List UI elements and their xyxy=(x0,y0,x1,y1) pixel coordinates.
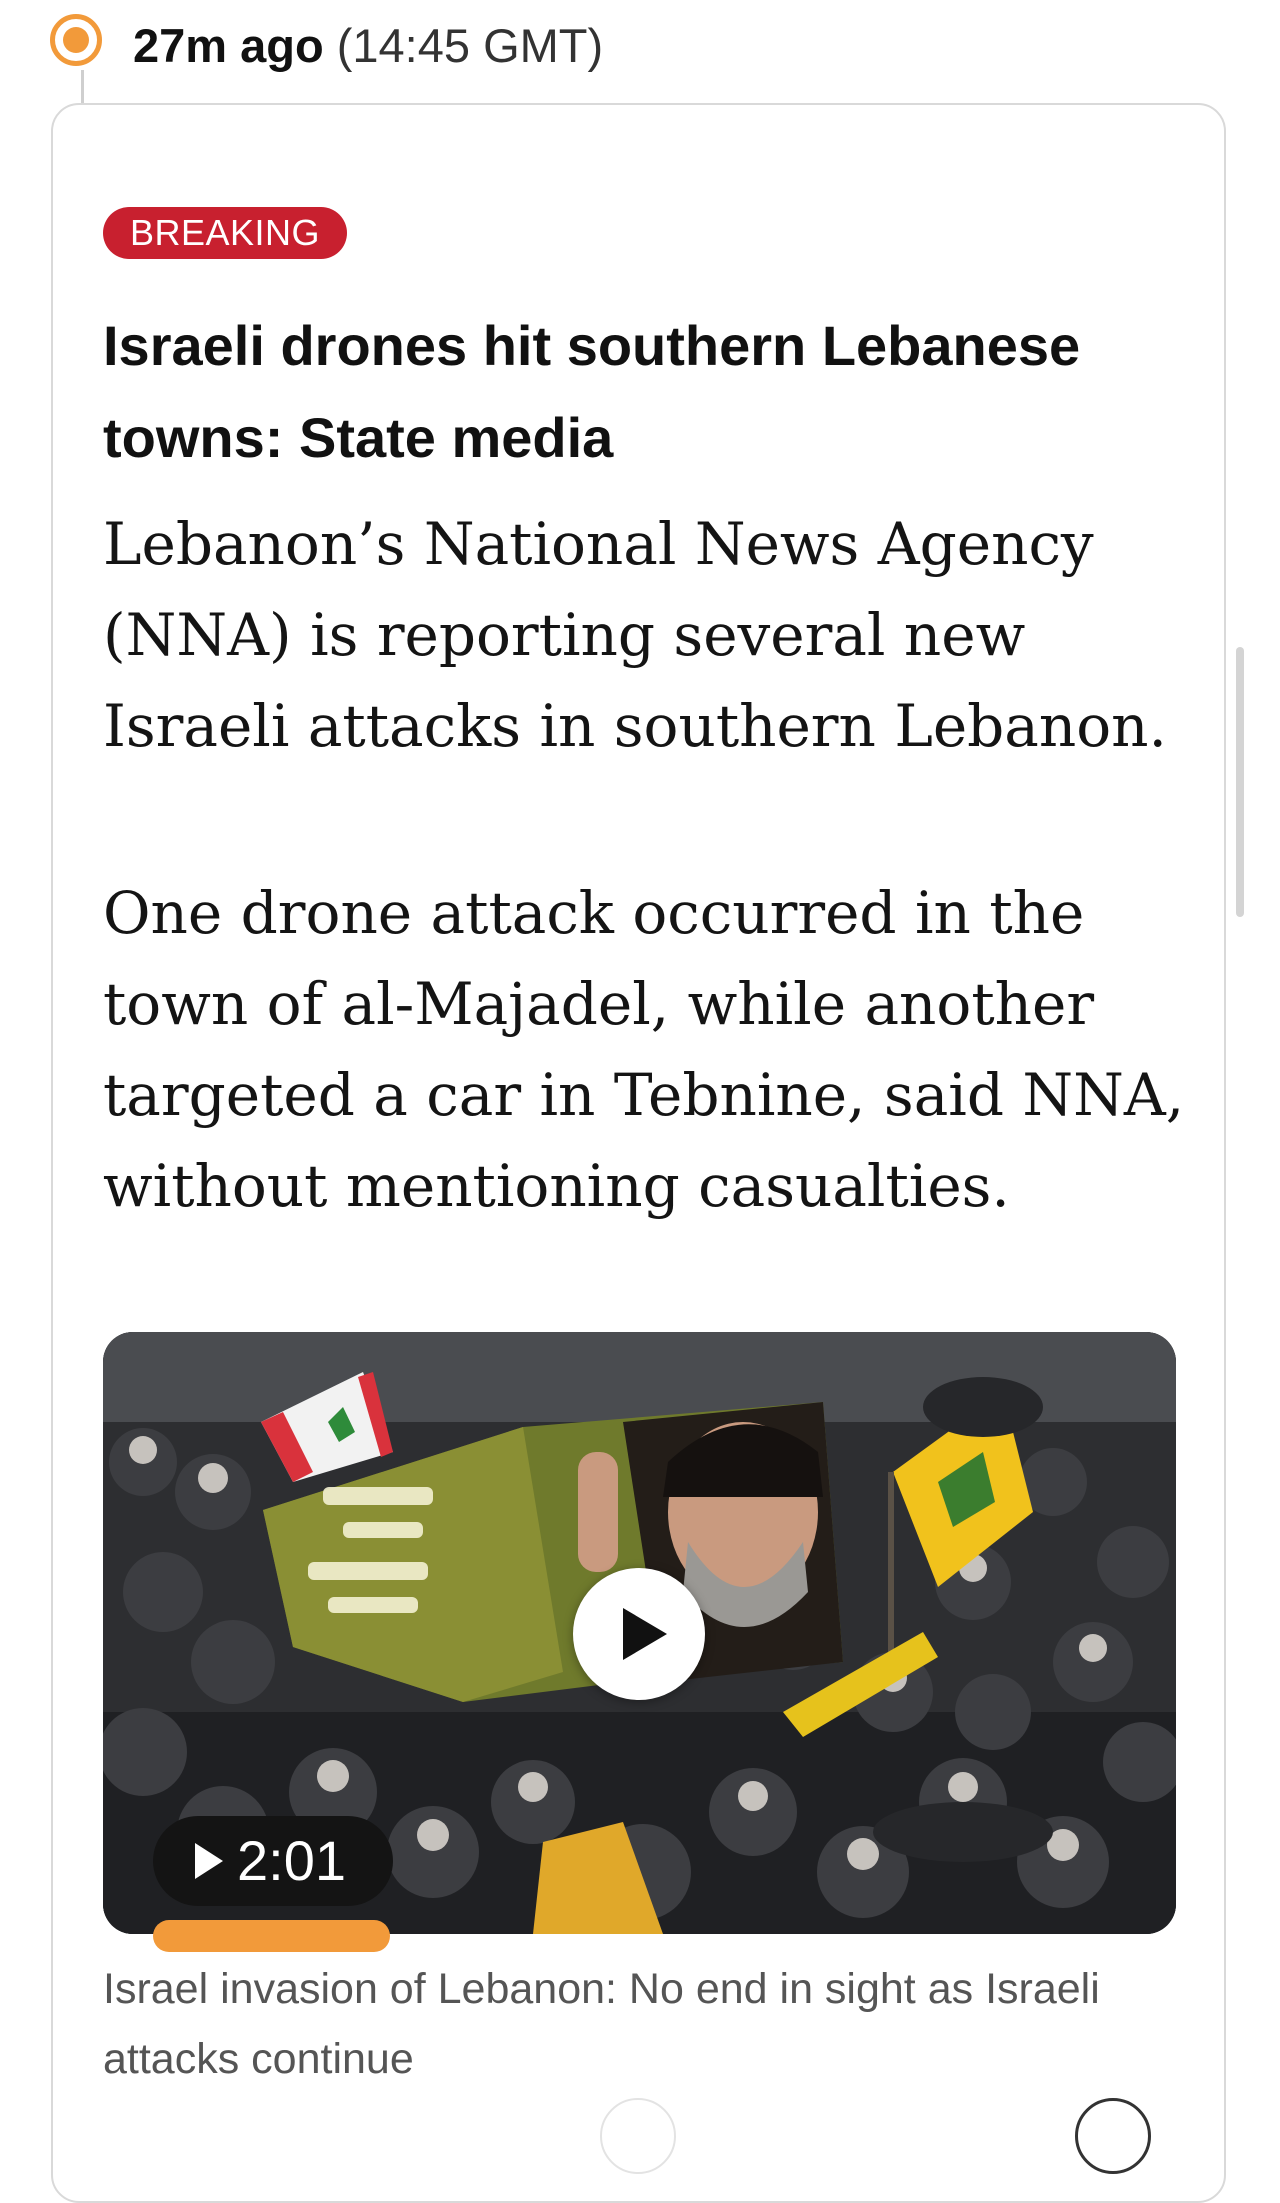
play-icon xyxy=(195,1843,223,1879)
video-duration: 2:01 xyxy=(237,1829,346,1892)
post-paragraph-2 xyxy=(103,868,1193,1232)
caption-line: attacks continue xyxy=(103,2035,414,2083)
entry-timestamp xyxy=(133,18,603,74)
paragraph-line: without mentioning casualties. xyxy=(103,1152,1010,1220)
paragraph-line: One drone attack occurred in the xyxy=(103,879,1085,947)
time-relative: 27m ago xyxy=(133,19,324,72)
post-headline xyxy=(103,300,1183,484)
scrollbar[interactable] xyxy=(1236,647,1244,917)
headline-line: Israeli drones hit southern Lebanese xyxy=(103,314,1081,377)
video-player[interactable] xyxy=(103,1332,1176,1934)
partial-button[interactable] xyxy=(600,2098,676,2174)
headline-line: towns: State media xyxy=(103,406,614,469)
caption-line: Israel invasion of Lebanon: No end in sight as Israeli xyxy=(103,1965,1100,2013)
post-paragraph-1 xyxy=(103,499,1193,772)
paragraph-line: Lebanon’s National News Agency xyxy=(103,510,1094,578)
time-absolute: (14:45 GMT) xyxy=(336,19,604,72)
paragraph-line: targeted a car in Tebnine, said NNA, xyxy=(103,1061,1185,1129)
video-duration-badge xyxy=(153,1816,393,1906)
breaking-badge: BREAKING xyxy=(103,207,347,259)
live-indicator-icon xyxy=(50,14,102,66)
play-icon xyxy=(623,1608,667,1660)
video-progress-bar xyxy=(153,1920,390,1952)
video-caption[interactable] xyxy=(103,1954,1203,2094)
paragraph-line: (NNA) is reporting several new xyxy=(103,601,1026,669)
play-button[interactable] xyxy=(573,1568,705,1700)
paragraph-line: Israeli attacks in southern Lebanon. xyxy=(103,692,1167,760)
paragraph-line: town of al-Majadel, while another xyxy=(103,970,1095,1038)
partial-icon-button[interactable] xyxy=(1075,2098,1151,2174)
